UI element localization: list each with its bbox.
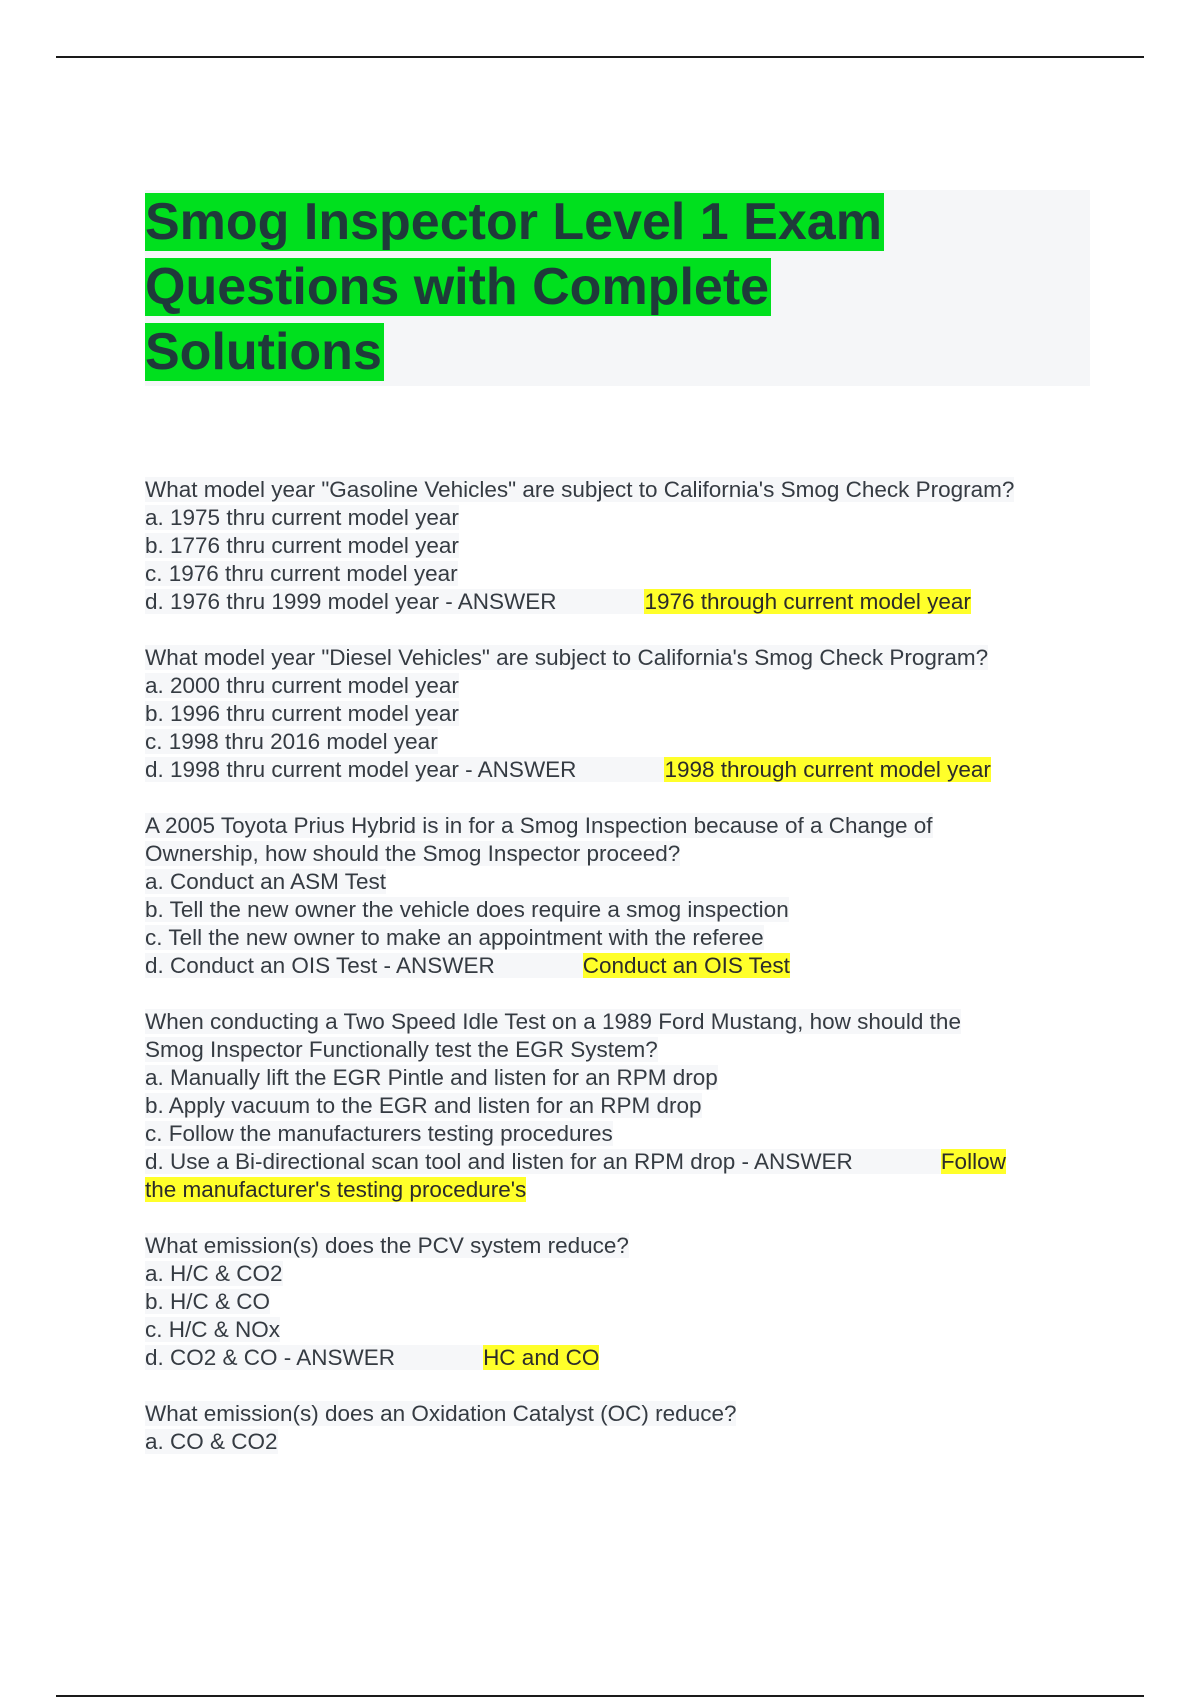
question-item — [145, 644, 1090, 784]
title-block — [145, 190, 1090, 386]
document-title — [145, 190, 1090, 385]
option-a: a. 1975 thru current model year — [145, 505, 459, 530]
option-c: c. H/C & NOx — [145, 1317, 281, 1342]
option-a: a. Manually lift the EGR Pintle and listen for an RPM drop — [145, 1065, 718, 1090]
question-text: Ownership, how should the Smog Inspector proceed? — [145, 841, 681, 866]
question-text: A 2005 Toyota Prius Hybrid is in for a Smog Inspection because of a Change of — [145, 813, 933, 838]
question-text: What emission(s) does an Oxidation Catalyst (OC) reduce? — [145, 1401, 737, 1426]
option-c: c. 1998 thru 2016 model year — [145, 729, 438, 754]
option-b: b. 1776 thru current model year — [145, 533, 459, 558]
option-b: b. Tell the new owner the vehicle does require a smog inspection — [145, 897, 789, 922]
question-text: What emission(s) does the PCV system reduce? — [145, 1233, 629, 1258]
question-text: When conducting a Two Speed Idle Test on a 1989 Ford Mustang, how should the — [145, 1009, 961, 1034]
option-c: c. Follow the manufacturers testing procedures — [145, 1121, 613, 1146]
question-item — [145, 1400, 1090, 1456]
option-d: d. Use a Bi-directional scan tool and listen for an RPM drop - ANSWER — [145, 1149, 941, 1174]
option-d: d. CO2 & CO - ANSWER — [145, 1345, 483, 1370]
top-rule — [56, 56, 1144, 58]
question-text: What model year "Diesel Vehicles" are subject to California's Smog Check Program? — [145, 645, 989, 670]
option-b: b. H/C & CO — [145, 1289, 271, 1314]
option-a: a. H/C & CO2 — [145, 1261, 283, 1286]
option-b: b. 1996 thru current model year — [145, 701, 459, 726]
bottom-rule — [56, 1695, 1144, 1697]
option-d: d. Conduct an OIS Test - ANSWER — [145, 953, 583, 978]
question-item — [145, 476, 1090, 616]
option-b: b. Apply vacuum to the EGR and listen for an RPM drop — [145, 1093, 702, 1118]
option-a: a. Conduct an ASM Test — [145, 869, 386, 894]
option-d: d. 1998 thru current model year - ANSWER — [145, 757, 664, 782]
question-text: What model year "Gasoline Vehicles" are subject to California's Smog Check Program? — [145, 477, 1015, 502]
answer-highlight: 1998 through current model year — [664, 757, 991, 782]
answer-highlight: Conduct an OIS Test — [582, 953, 790, 978]
option-a: a. 2000 thru current model year — [145, 673, 459, 698]
question-text: Smog Inspector Functionally test the EGR System? — [145, 1037, 658, 1062]
option-c: c. Tell the new owner to make an appointment with the referee — [145, 925, 764, 950]
answer-highlight: Follow — [940, 1149, 1006, 1174]
title-line: Smog Inspector Level 1 Exam — [145, 193, 882, 251]
answer-highlight: 1976 through current model year — [644, 589, 971, 614]
option-d: d. 1976 thru 1999 model year - ANSWER — [145, 589, 644, 614]
answer-highlight: the manufacturer's testing procedure's — [145, 1177, 527, 1202]
question-item — [145, 812, 1090, 980]
questions-list — [145, 476, 1090, 1484]
title-line: Questions with Complete — [145, 258, 770, 316]
option-a: a. CO & CO2 — [145, 1429, 278, 1454]
option-c: c. 1976 thru current model year — [145, 561, 458, 586]
question-item — [145, 1232, 1090, 1372]
title-line: Solutions — [145, 323, 382, 381]
answer-highlight: HC and CO — [483, 1345, 600, 1370]
question-item — [145, 1008, 1090, 1204]
